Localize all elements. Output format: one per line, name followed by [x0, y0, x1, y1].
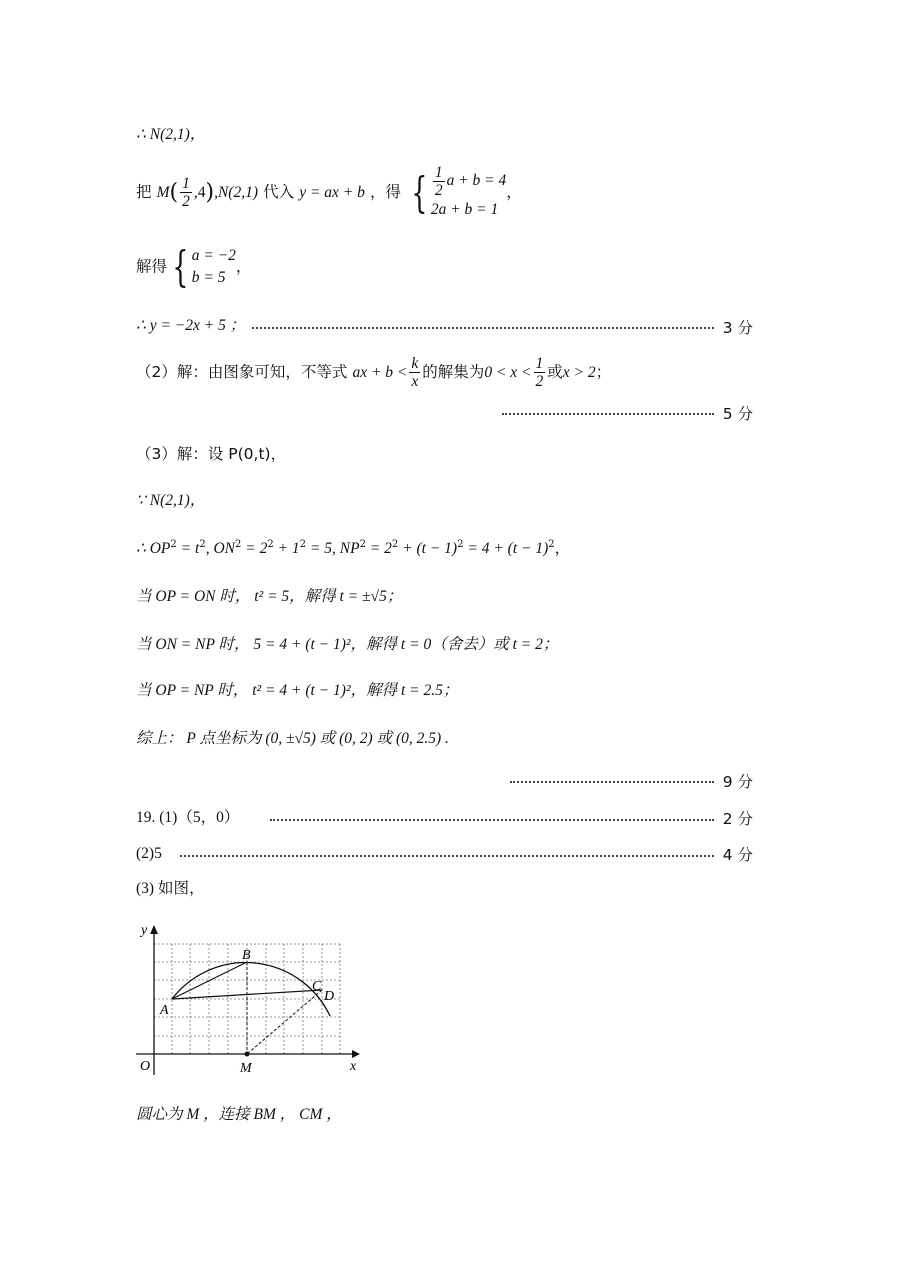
circle-arc	[172, 963, 330, 1016]
chord-ab	[172, 962, 247, 999]
n-point-inline: ,N(2,1)	[214, 184, 259, 201]
line-because-n	[136, 489, 205, 512]
dist-end: ，	[554, 539, 571, 557]
system-eq1-text: a + b = 4	[446, 172, 507, 190]
frac-denominator-3: 2	[535, 373, 544, 390]
paren-close: )	[205, 180, 215, 205]
dist-part-e: + 1	[273, 540, 300, 557]
range-1: 0 < x <	[484, 364, 532, 381]
k-numerator: k	[411, 355, 419, 372]
line-q19-2	[136, 842, 162, 865]
half-fraction-3	[534, 355, 546, 390]
frac-numerator-2: 1	[434, 164, 443, 181]
line-summary	[136, 727, 449, 750]
dot-leader-5	[180, 855, 714, 857]
sup-a: 2	[170, 539, 177, 550]
line-n-point	[136, 123, 205, 146]
k-denominator: x	[411, 373, 419, 390]
sup-d: 2	[267, 539, 274, 550]
frac-denominator: 2	[182, 193, 190, 210]
sup-e: 2	[299, 539, 307, 550]
line-result-eq	[136, 314, 245, 337]
line-distances	[136, 537, 570, 560]
x-axis-arrow	[352, 1050, 360, 1058]
semicolon: ；	[595, 363, 612, 381]
half-fraction	[180, 175, 192, 210]
label-b: B	[242, 948, 251, 963]
substitute-into: 代入	[263, 183, 295, 201]
case-1: 当 OP = ON 时， t² = 5，解得 t = ±√5；	[136, 588, 403, 605]
m-y: ,4	[193, 184, 206, 201]
label-c: C	[312, 979, 322, 994]
sup-g: 2	[391, 539, 399, 550]
line-solve	[136, 242, 252, 291]
line-case-1	[136, 585, 402, 608]
linear-eq: y = ax + b	[299, 184, 365, 201]
sup-c: 2	[234, 539, 242, 550]
system-brace: {	[411, 167, 428, 217]
case-2: 当 ON = NP 时， 5 = 4 + (t − 1)²，解得 t = 0（舍去）或 t = 2；	[136, 636, 559, 653]
dot-leader-1	[252, 327, 714, 329]
line-part3	[136, 443, 286, 465]
frac-numerator: 1	[182, 175, 190, 192]
label-y: y	[141, 923, 148, 938]
line-q19-1	[136, 806, 239, 829]
comma: ，	[506, 183, 522, 201]
line-part2	[136, 355, 611, 390]
n-point-text: ∴ N(2,1)，	[136, 126, 206, 143]
label-x: x	[350, 1059, 357, 1074]
get-label: ，得	[370, 183, 402, 201]
solution-set-label: 的解集为	[422, 363, 485, 381]
dist-part-c: , ON	[205, 540, 235, 557]
score-3: 3 分	[722, 319, 753, 337]
solve-brace: {	[172, 242, 189, 291]
substitute-label: 把	[136, 183, 152, 201]
center-m-dot	[245, 1052, 250, 1057]
score-2: 2 分	[722, 810, 753, 828]
line-case-3	[136, 679, 458, 702]
circle-figure	[126, 920, 366, 1080]
paren-open: (	[169, 180, 179, 205]
because-n: ∵ N(2,1)，	[136, 492, 206, 509]
line-center	[136, 1103, 342, 1126]
dist-part-b: = t	[176, 540, 200, 557]
q19-1: 19. (1)（5，0）	[136, 809, 240, 826]
label-d: D	[324, 989, 335, 1004]
dot-leader-2	[502, 413, 714, 415]
part2-intro: （2）解：由图象可知，不等式	[136, 363, 348, 381]
label-a: A	[160, 1003, 169, 1018]
sup-b: 2	[199, 539, 206, 550]
y-axis-arrow	[150, 925, 158, 934]
sup-h: 2	[457, 539, 464, 550]
solution-b: b = 5	[191, 269, 226, 286]
solve-label: 解得	[136, 257, 168, 276]
result-eq: ∴ y = −2x + 5 ；	[136, 317, 246, 334]
label-o: O	[140, 1059, 151, 1074]
line-q19-3	[136, 877, 204, 900]
range-2: x > 2	[562, 364, 596, 381]
frac-denominator-2: 2	[434, 182, 443, 199]
system-eq2: 2a + b = 1	[430, 201, 499, 218]
line-substitute	[136, 164, 522, 221]
solution-a: a = −2	[191, 247, 236, 264]
radius-cm	[247, 990, 322, 1054]
system-eq1	[431, 164, 506, 199]
sup-f: 2	[359, 539, 366, 550]
part3-intro: （3）解：设 P(0,t)，	[136, 445, 287, 463]
inequality-left: ax + b <	[352, 364, 408, 381]
summary: 综上： P 点坐标为 (0, ±√5) 或 (0, 2) 或 (0, 2.5) .	[136, 730, 449, 747]
q19-2: (2)5	[136, 845, 162, 862]
line-case-2	[136, 633, 558, 656]
dot-leader-3	[510, 781, 714, 783]
or-label: 或	[547, 363, 563, 381]
score-5: 5 分	[722, 405, 753, 423]
m-label: M	[156, 184, 170, 201]
dist-part-d: = 2	[241, 540, 268, 557]
dot-leader-4	[270, 819, 714, 821]
equation-system	[431, 164, 506, 221]
k-over-x	[409, 355, 420, 390]
case-3: 当 OP = NP 时， t² = 4 + (t − 1)²，解得 t = 2.5；	[136, 682, 459, 699]
sup-i: 2	[548, 539, 555, 550]
dist-part-h: + (t − 1)	[398, 540, 458, 557]
frac-numerator-3: 1	[535, 355, 544, 372]
center-text: 圆心为 M ，连接 BM ， CM ，	[136, 1106, 342, 1123]
label-m: M	[240, 1061, 252, 1076]
dist-part-f: = 5, NP	[306, 540, 360, 557]
dist-part-g: = 2	[365, 540, 392, 557]
solution-system	[192, 245, 236, 289]
score-4: 4 分	[722, 846, 753, 864]
dist-part-a: ∴ OP	[136, 540, 171, 557]
half-fraction-2	[433, 164, 445, 199]
comma-2: ，	[235, 257, 252, 276]
score-9: 9 分	[722, 773, 753, 791]
q19-3: (3) 如图，	[136, 880, 205, 897]
dist-part-i: = 4 + (t − 1)	[463, 540, 549, 557]
